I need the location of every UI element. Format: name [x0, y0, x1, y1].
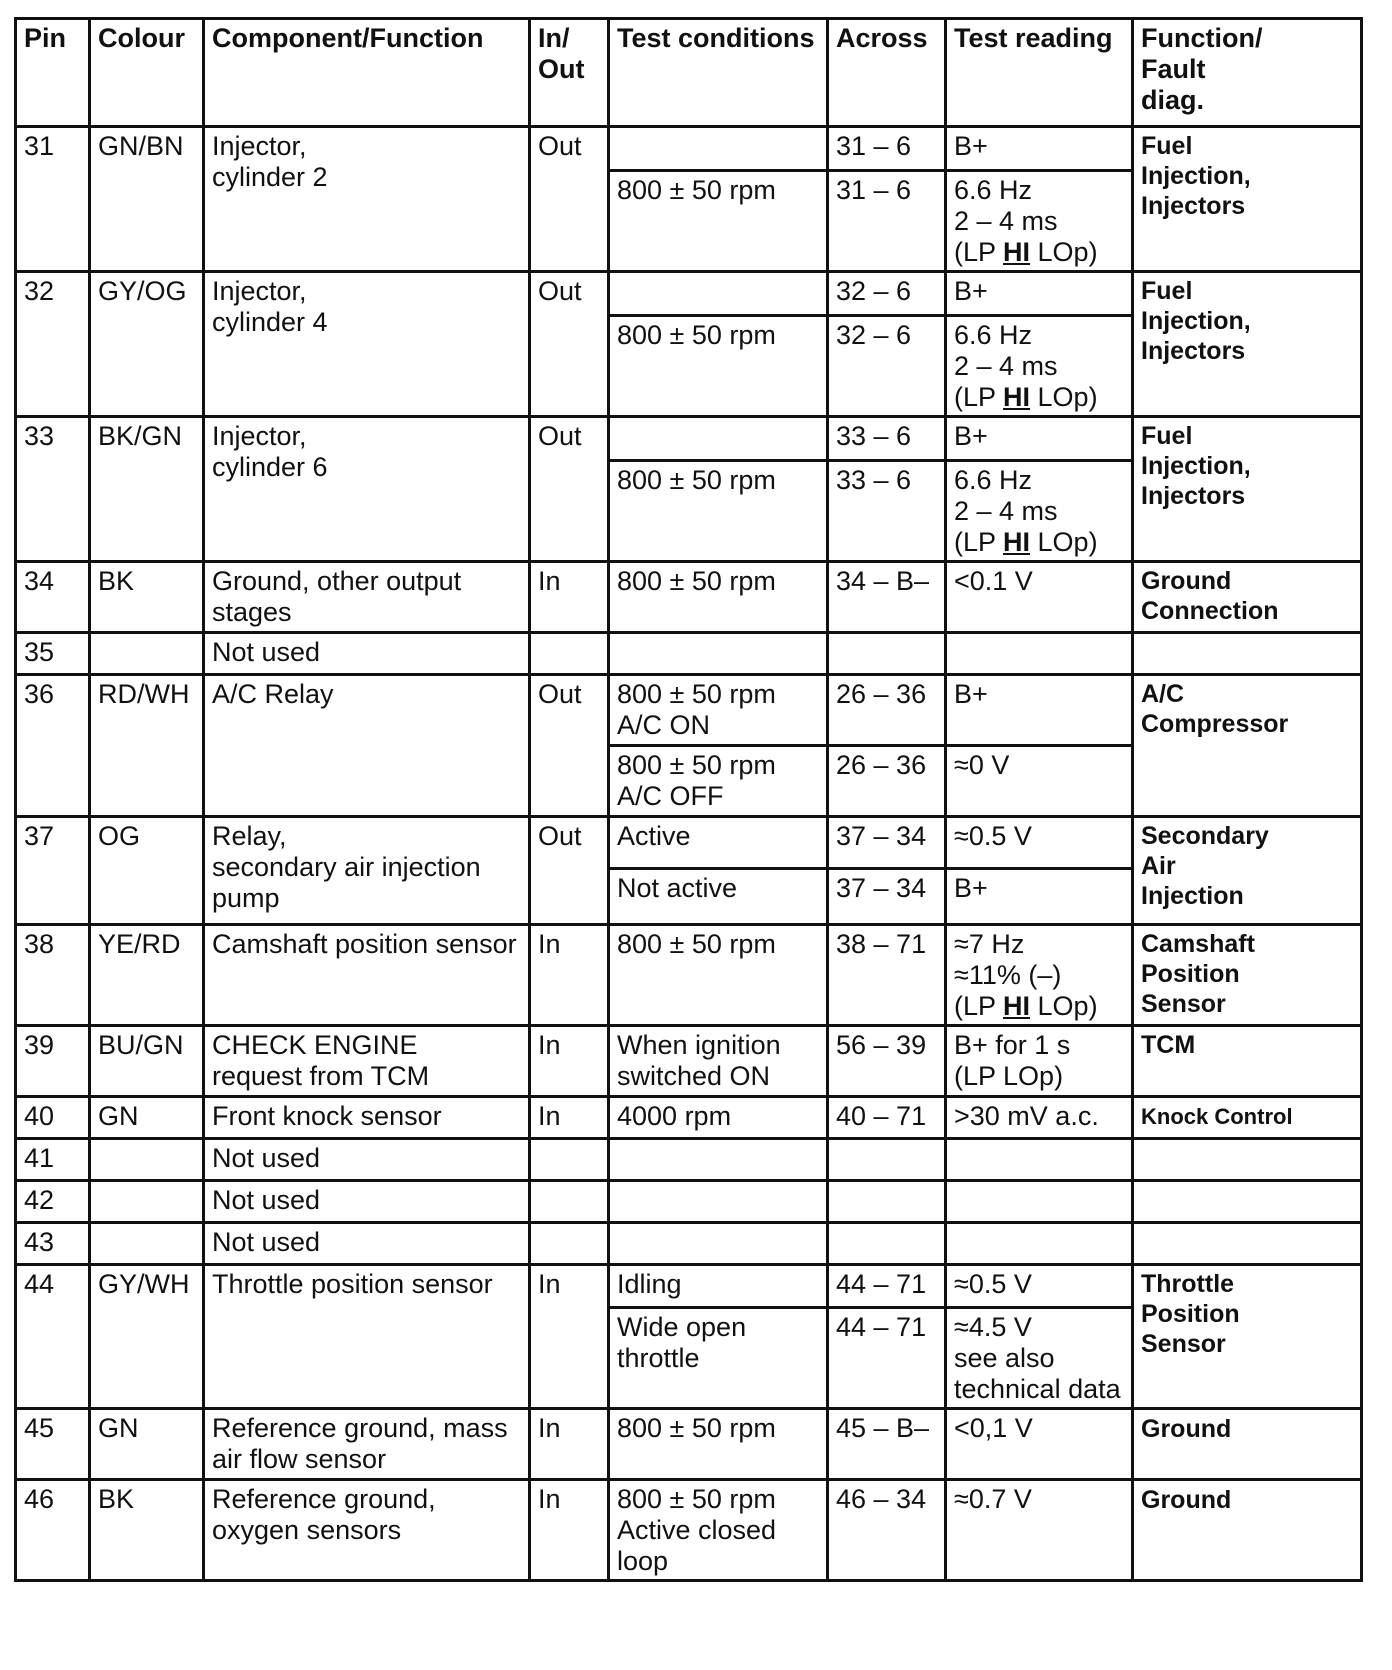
component-cell: Not used [204, 1181, 530, 1223]
across-cell [828, 1181, 946, 1223]
pin-cell: 39 [16, 1026, 90, 1097]
inout-cell: In [530, 1026, 609, 1097]
colour-cell: GY/WH [90, 1265, 204, 1409]
table-row [16, 1097, 1362, 1139]
condition-cell: 800 ± 50 rpm [609, 925, 828, 1026]
reading-cell: <0,1 V [946, 1409, 1133, 1480]
across-cell: 32 – 6 [828, 272, 946, 316]
component-cell: Injector, cylinder 6 [204, 417, 530, 562]
colour-cell: BK [90, 562, 204, 633]
reading-cell [946, 1181, 1133, 1223]
function-cell: Ground Connection [1133, 562, 1362, 633]
inout-cell [530, 633, 609, 675]
function-cell: Knock Control [1133, 1097, 1362, 1139]
reading-text: 6.6 Hz 2 – 4 ms (LP [954, 175, 1058, 267]
reading-cell: ≈0 V [946, 746, 1133, 817]
reading-text: 6.6 Hz 2 – 4 ms (LP [954, 320, 1058, 412]
component-cell: Injector, cylinder 2 [204, 127, 530, 272]
reading-cell: B+ for 1 s (LP LOp) [946, 1026, 1133, 1097]
across-cell: 38 – 71 [828, 925, 946, 1026]
header-row [16, 19, 1362, 127]
pinout-table [14, 17, 1363, 1582]
pin-cell: 42 [16, 1181, 90, 1223]
condition-cell: 800 ± 50 rpm Active closed loop [609, 1480, 828, 1581]
across-cell: 26 – 36 [828, 675, 946, 746]
table-row [16, 1409, 1362, 1480]
colour-cell: GN [90, 1409, 204, 1480]
condition-cell: 800 ± 50 rpm [609, 316, 828, 417]
function-cell [1133, 1139, 1362, 1181]
reading-cell: ≈4.5 V see also technical data [946, 1308, 1133, 1409]
reading-cell: <0.1 V [946, 562, 1133, 633]
pin-cell: 35 [16, 633, 90, 675]
header-pin: Pin [16, 19, 90, 127]
reading-cell [946, 1139, 1133, 1181]
condition-cell: 800 ± 50 rpm A/C OFF [609, 746, 828, 817]
reading-cell [946, 171, 1133, 272]
across-cell [828, 633, 946, 675]
across-cell: 37 – 34 [828, 817, 946, 869]
table-row [16, 562, 1362, 633]
function-cell: Ground [1133, 1480, 1362, 1581]
reading-cell: ≈0.7 V [946, 1480, 1133, 1581]
colour-cell: BU/GN [90, 1026, 204, 1097]
component-cell: Throttle position sensor [204, 1265, 530, 1409]
table-row [16, 272, 1362, 316]
component-cell: Camshaft position sensor [204, 925, 530, 1026]
inout-cell: Out [530, 817, 609, 925]
condition-cell: 800 ± 50 rpm [609, 171, 828, 272]
pin-cell: 46 [16, 1480, 90, 1581]
component-cell: A/C Relay [204, 675, 530, 817]
function-cell [1133, 633, 1362, 675]
reading-cell [946, 316, 1133, 417]
pin-cell: 43 [16, 1223, 90, 1265]
table-row [16, 1223, 1362, 1265]
colour-cell: BK/GN [90, 417, 204, 562]
across-cell: 34 – B– [828, 562, 946, 633]
colour-cell: GN/BN [90, 127, 204, 272]
header-conditions: Test conditions [609, 19, 828, 127]
hi-marker: HI [1003, 237, 1031, 267]
pinout-sheet [14, 17, 1360, 1667]
across-cell: 40 – 71 [828, 1097, 946, 1139]
condition-cell: Wide open throttle [609, 1308, 828, 1409]
condition-cell: 800 ± 50 rpm [609, 562, 828, 633]
reading-cell: B+ [946, 417, 1133, 461]
colour-cell: BK [90, 1480, 204, 1581]
component-cell: Not used [204, 1223, 530, 1265]
colour-cell: GY/OG [90, 272, 204, 417]
header-inout: In/ Out [530, 19, 609, 127]
reading-text: LOp) [1030, 527, 1098, 557]
condition-cell [609, 272, 828, 316]
reading-cell: B+ [946, 869, 1133, 925]
across-cell: 33 – 6 [828, 461, 946, 562]
across-cell: 56 – 39 [828, 1026, 946, 1097]
component-cell: CHECK ENGINE request from TCM [204, 1026, 530, 1097]
reading-cell [946, 925, 1133, 1026]
pin-cell: 36 [16, 675, 90, 817]
condition-cell [609, 633, 828, 675]
pin-cell: 34 [16, 562, 90, 633]
condition-cell [609, 417, 828, 461]
table-row [16, 417, 1362, 461]
inout-cell: Out [530, 417, 609, 562]
inout-cell [530, 1223, 609, 1265]
across-cell: 31 – 6 [828, 171, 946, 272]
reading-cell: ≈0.5 V [946, 1265, 1133, 1308]
hi-marker: HI [1003, 382, 1031, 412]
reading-text: LOp) [1030, 382, 1098, 412]
pin-cell: 44 [16, 1265, 90, 1409]
pin-cell: 41 [16, 1139, 90, 1181]
header-component: Component/Function [204, 19, 530, 127]
function-cell [1133, 1223, 1362, 1265]
reading-cell [946, 461, 1133, 562]
table-row [16, 817, 1362, 869]
table-row [16, 1026, 1362, 1097]
reading-cell [946, 633, 1133, 675]
condition-cell: 800 ± 50 rpm [609, 461, 828, 562]
across-cell: 32 – 6 [828, 316, 946, 417]
inout-cell: In [530, 562, 609, 633]
across-cell: 44 – 71 [828, 1308, 946, 1409]
condition-cell [609, 127, 828, 171]
header-across: Across [828, 19, 946, 127]
across-cell: 44 – 71 [828, 1265, 946, 1308]
pin-cell: 31 [16, 127, 90, 272]
component-cell: Not used [204, 633, 530, 675]
inout-cell: In [530, 1480, 609, 1581]
pin-cell: 40 [16, 1097, 90, 1139]
inout-cell: In [530, 925, 609, 1026]
reading-text: LOp) [1030, 237, 1098, 267]
across-cell [828, 1139, 946, 1181]
table-row [16, 675, 1362, 746]
inout-cell: Out [530, 127, 609, 272]
reading-text: 6.6 Hz 2 – 4 ms (LP [954, 465, 1058, 557]
function-cell: Throttle Position Sensor [1133, 1265, 1362, 1409]
inout-cell [530, 1181, 609, 1223]
pin-cell: 38 [16, 925, 90, 1026]
pin-cell: 37 [16, 817, 90, 925]
colour-cell [90, 633, 204, 675]
component-cell: Reference ground, mass air flow sensor [204, 1409, 530, 1480]
reading-text: LOp) [1030, 991, 1098, 1021]
table-row [16, 1181, 1362, 1223]
condition-cell: When ignition switched ON [609, 1026, 828, 1097]
function-cell: Camshaft Position Sensor [1133, 925, 1362, 1026]
table-row [16, 925, 1362, 1026]
reading-cell: B+ [946, 127, 1133, 171]
colour-cell [90, 1181, 204, 1223]
pin-cell: 32 [16, 272, 90, 417]
header-function: Function/ Fault diag. [1133, 19, 1362, 127]
condition-cell: 800 ± 50 rpm [609, 1409, 828, 1480]
colour-cell [90, 1223, 204, 1265]
header-reading: Test reading [946, 19, 1133, 127]
inout-cell: In [530, 1265, 609, 1409]
function-cell: Fuel Injection, Injectors [1133, 417, 1362, 562]
reading-cell: >30 mV a.c. [946, 1097, 1133, 1139]
condition-cell [609, 1223, 828, 1265]
condition-cell [609, 1139, 828, 1181]
inout-cell: Out [530, 675, 609, 817]
colour-cell: YE/RD [90, 925, 204, 1026]
table-row [16, 1265, 1362, 1308]
header-colour: Colour [90, 19, 204, 127]
reading-cell: B+ [946, 675, 1133, 746]
condition-cell [609, 1181, 828, 1223]
reading-cell [946, 1223, 1133, 1265]
component-cell: Relay, secondary air injection pump [204, 817, 530, 925]
condition-cell: 800 ± 50 rpm A/C ON [609, 675, 828, 746]
function-cell: Fuel Injection, Injectors [1133, 127, 1362, 272]
across-cell [828, 1223, 946, 1265]
table-row [16, 1480, 1362, 1581]
inout-cell [530, 1139, 609, 1181]
function-cell: Secondary Air Injection [1133, 817, 1362, 925]
colour-cell [90, 1139, 204, 1181]
colour-cell: RD/WH [90, 675, 204, 817]
table-row [16, 633, 1362, 675]
reading-text: ≈7 Hz ≈11% (–) (LP [954, 929, 1062, 1021]
pin-cell: 45 [16, 1409, 90, 1480]
across-cell: 37 – 34 [828, 869, 946, 925]
table-row [16, 1139, 1362, 1181]
inout-cell: Out [530, 272, 609, 417]
reading-cell: B+ [946, 272, 1133, 316]
across-cell: 31 – 6 [828, 127, 946, 171]
colour-cell: GN [90, 1097, 204, 1139]
component-cell: Reference ground, oxygen sensors [204, 1480, 530, 1581]
condition-cell: 4000 rpm [609, 1097, 828, 1139]
hi-marker: HI [1003, 527, 1031, 557]
across-cell: 45 – B– [828, 1409, 946, 1480]
across-cell: 46 – 34 [828, 1480, 946, 1581]
component-cell: Not used [204, 1139, 530, 1181]
colour-cell: OG [90, 817, 204, 925]
component-cell: Injector, cylinder 4 [204, 272, 530, 417]
inout-cell: In [530, 1097, 609, 1139]
component-cell: Front knock sensor [204, 1097, 530, 1139]
across-cell: 26 – 36 [828, 746, 946, 817]
table-row [16, 127, 1362, 171]
function-cell: Ground [1133, 1409, 1362, 1480]
condition-cell: Not active [609, 869, 828, 925]
inout-cell: In [530, 1409, 609, 1480]
hi-marker: HI [1003, 991, 1031, 1021]
across-cell: 33 – 6 [828, 417, 946, 461]
pin-cell: 33 [16, 417, 90, 562]
function-cell: Fuel Injection, Injectors [1133, 272, 1362, 417]
condition-cell: Idling [609, 1265, 828, 1308]
component-cell: Ground, other output stages [204, 562, 530, 633]
function-cell: TCM [1133, 1026, 1362, 1097]
reading-cell: ≈0.5 V [946, 817, 1133, 869]
condition-cell: Active [609, 817, 828, 869]
function-cell: A/C Compressor [1133, 675, 1362, 817]
function-cell [1133, 1181, 1362, 1223]
